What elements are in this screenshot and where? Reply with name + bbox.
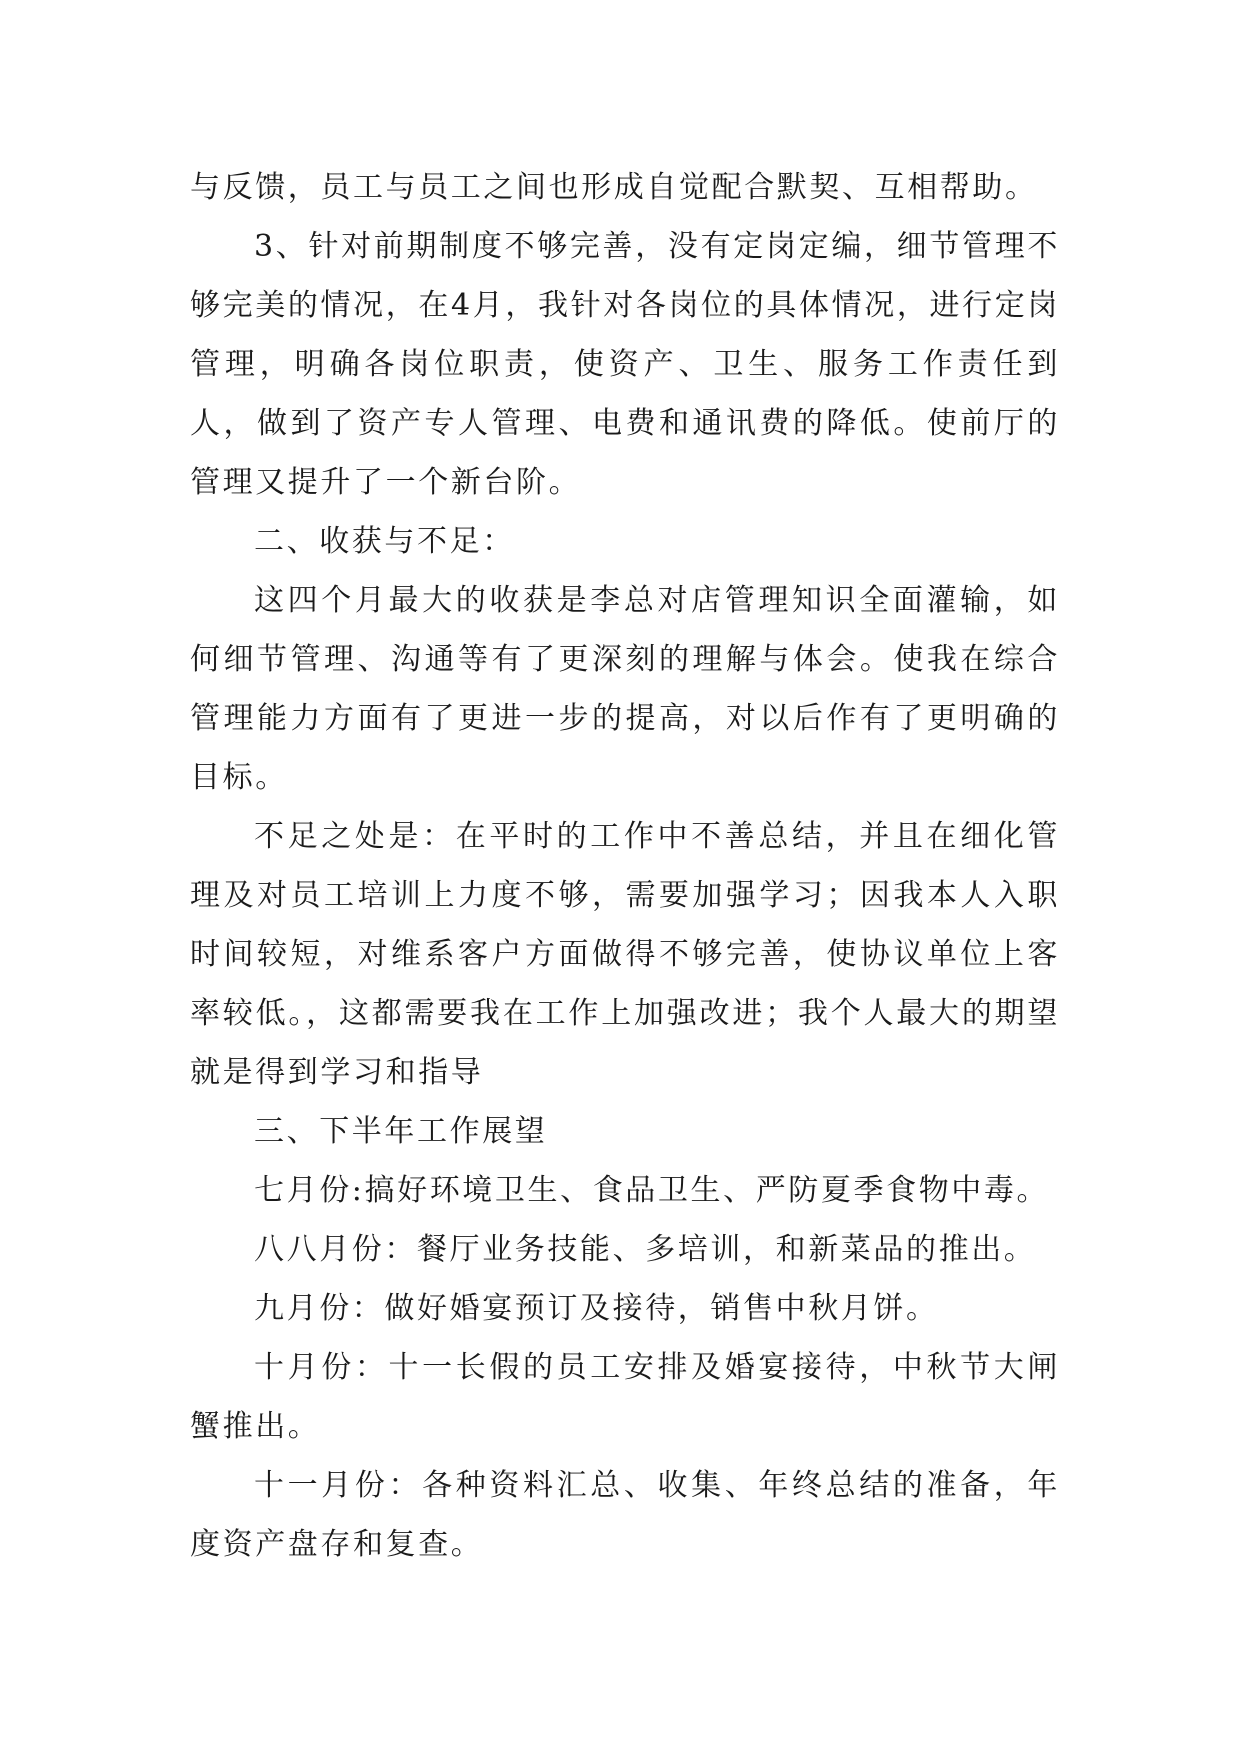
section-heading-3: 三、下半年工作展望 xyxy=(254,1114,548,1149)
plan-september: 九月份：做好婚宴预订及接待，销售中秋月饼。 xyxy=(254,1291,939,1326)
plan-july: 七月份:搞好环境卫生、食品卫生、严防夏季食物中毒。 xyxy=(254,1173,1050,1208)
plan-october: 十月份：十一长假的员工安排及婚宴接待，中秋节大闸蟹推出。 xyxy=(190,1350,1060,1444)
paragraph-continuation: 与反馈，员工与员工之间也形成自觉配合默契、互相帮助。 xyxy=(190,170,1038,205)
paragraph-item-3: 3、针对前期制度不够完善，没有定岗定编，细节管理不够完美的情况，在4月，我针对各岗位的具体情况，进行定岗管理，明确各岗位职责，使资产、卫生、服务工作责任到人，做到了资产专人管理、电费和通讯费的降低。使前厅的管理又提升了一个新台阶。 xyxy=(190,229,1060,500)
paragraph-gains: 这四个月最大的收获是李总对店管理知识全面灌输，如何细节管理、沟通等有了更深刻的理解与体会。使我在综合管理能力方面有了更进一步的提高，对以后作有了更明确的目标。 xyxy=(190,583,1060,795)
paragraph-shortcomings: 不足之处是：在平时的工作中不善总结，并且在细化管理及对员工培训上力度不够，需要加强学习；因我本人入职时间较短，对维系客户方面做得不够完善，使协议单位上客率较低。，这都需要我在工作上加强改进；我个人最大的期望就是得到学习和指导 xyxy=(190,819,1060,1090)
plan-november: 十一月份：各种资料汇总、收集、年终总结的准备，年度资产盘存和复查。 xyxy=(190,1468,1060,1562)
plan-august: 八八月份：餐厅业务技能、多培训，和新菜品的推出。 xyxy=(254,1232,1037,1267)
section-heading-2: 二、收获与不足： xyxy=(254,524,515,559)
document-body xyxy=(190,158,1060,1574)
